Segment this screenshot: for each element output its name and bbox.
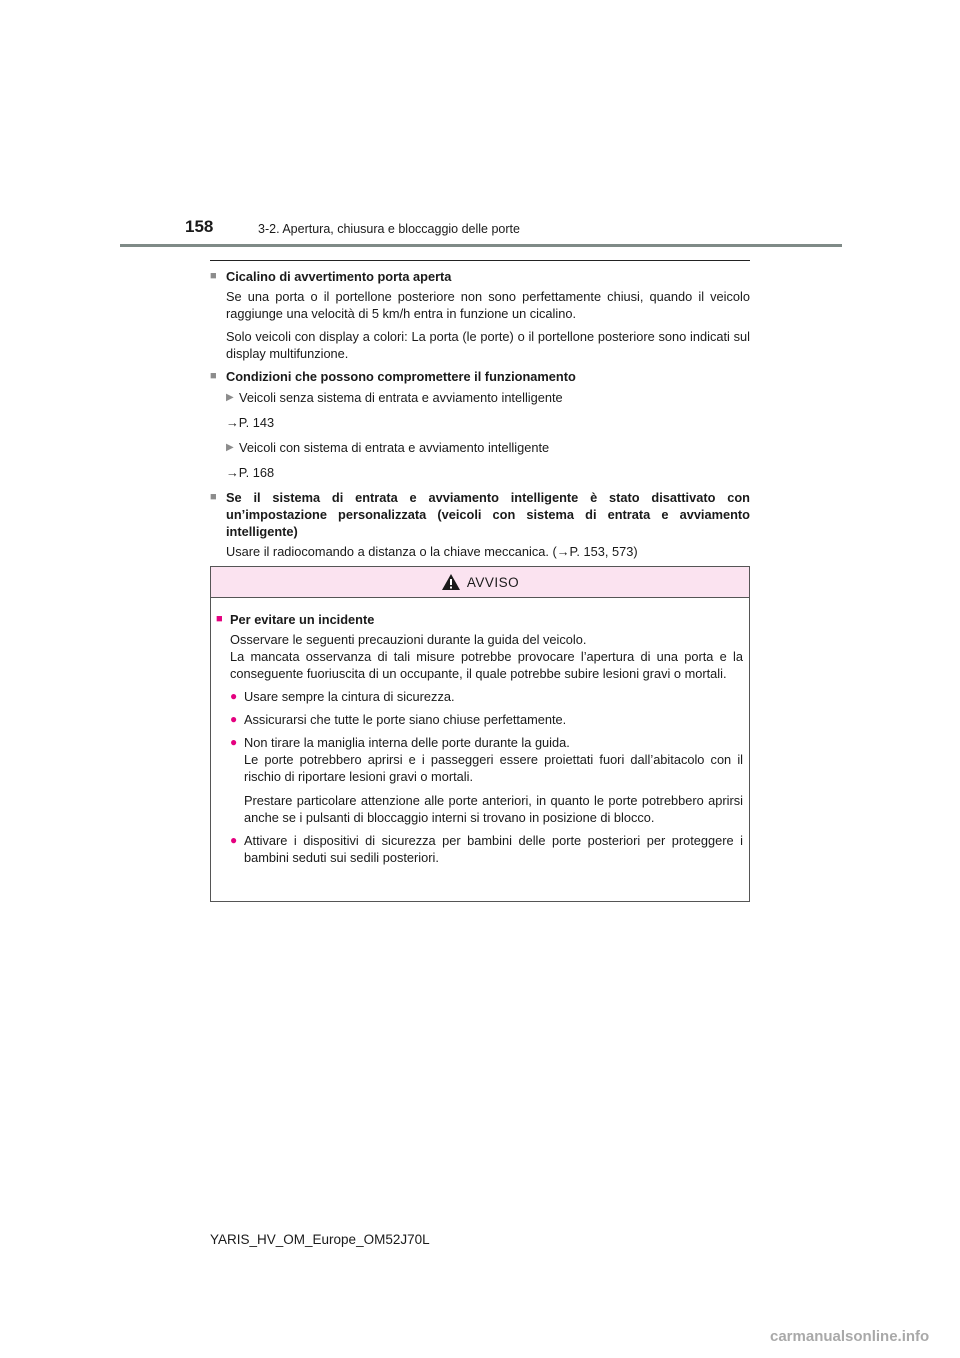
paragraph: Se una porta o il portellone posteriore non sono perfettamente chiusi, quando il veicolo raggiunge una velocità di 5 km/h entra in funzione un cicalino. [226,289,750,321]
paragraph: Solo veicoli con display a colori: La porta (le porte) o il portellone posteriore sono indicati sul display multifunzione. [226,329,750,361]
square-bullet-icon: ■ [210,491,217,503]
warning-label: AVVISO [466,574,520,590]
section-title: Cicalino di avvertimento porta aperta [226,269,452,284]
bullet-text: Non tirare la maniglia interna delle porte durante la guida. [244,735,570,750]
content [210,268,750,566]
square-bullet-icon: ■ [216,613,223,625]
section-door-buzzer [210,268,750,362]
bullet-text: Usare sempre la cintura di sicurezza. [244,689,455,704]
warning-title: Per evitare un incidente [230,612,375,627]
bullet-text: Assicurarsi che tutte le porte siano chiuse perfettamente. [244,712,567,727]
warning-triangle-icon [441,573,461,591]
list-item: Veicoli con sistema di entrata e avviamento intelligente [239,440,550,455]
section-smart-entry [210,489,750,560]
square-bullet-icon: ■ [210,270,217,282]
list-item: Veicoli senza sistema di entrata e avviamento intelligente [239,390,563,405]
circle-bullet-icon: ● [230,735,238,749]
intro-line: La mancata osservanza di tali misure potrebbe provocare l’apertura di una porta e la conseguente fuoriuscita di un occupante, il quale potrebbe subire lesioni gravi o mortali. [230,649,743,681]
list-item [230,711,743,728]
section-title: Condizioni che possono compromettere il funzionamento [226,369,576,384]
list-item [230,832,743,866]
header-rule [120,244,842,247]
intro-line: Osservare le seguenti precauzioni durante la guida del veicolo. [230,632,587,647]
page-number: 158 [185,217,214,236]
bullet-extra-paragraph: Prestare particolare attenzione alle porte anteriori, in quanto le porte potrebbero aprirsi anche se i pulsanti di bloccaggio interni si trovano in posizione di blocco. [244,793,743,825]
list-item [230,688,743,705]
page-reference-link[interactable]: →P. 168 [226,465,275,480]
warning-body [211,598,749,866]
chapter-title: 3-2. Apertura, chiusura e bloccaggio delle porte [258,222,520,236]
footer-doc-code: YARIS_HV_OM_Europe_OM52J70L [210,1232,430,1247]
circle-bullet-icon: ● [230,689,238,703]
section-conditions [210,368,750,481]
bullet-text: Le porte potrebbero aprirsi e i passeggeri essere proiettati fuori dall’abitacolo con il rischio di riportare lesioni gravi o mortali. [244,752,743,784]
bullet-text: Attivare i dispositivi di sicurezza per bambini delle porte posteriori per proteggere i bambini seduti sui sedili posteriori. [244,833,743,865]
triangle-bullet-icon: ▶ [226,442,234,453]
page-reference-link[interactable]: →P. 143 [226,415,275,430]
warning-box [210,566,750,902]
watermark: carmanualsonline.info [770,1328,930,1345]
section-rule [210,260,750,261]
warning-intro [230,631,743,682]
list-item [230,734,743,785]
circle-bullet-icon: ● [230,712,238,726]
section-title: Se il sistema di entrata e avviamento intelligente è stato disattivato con un’impostazione personalizzata (veicoli con sistema di entrata e avviamento intelligente) [226,490,750,539]
triangle-bullet-icon: ▶ [226,392,234,403]
circle-bullet-icon: ● [230,833,238,847]
square-bullet-icon: ■ [210,370,217,382]
warning-header [211,567,749,598]
paragraph: Usare il radiocomando a distanza o la chiave meccanica. (→P. 153, 573) [226,544,638,559]
